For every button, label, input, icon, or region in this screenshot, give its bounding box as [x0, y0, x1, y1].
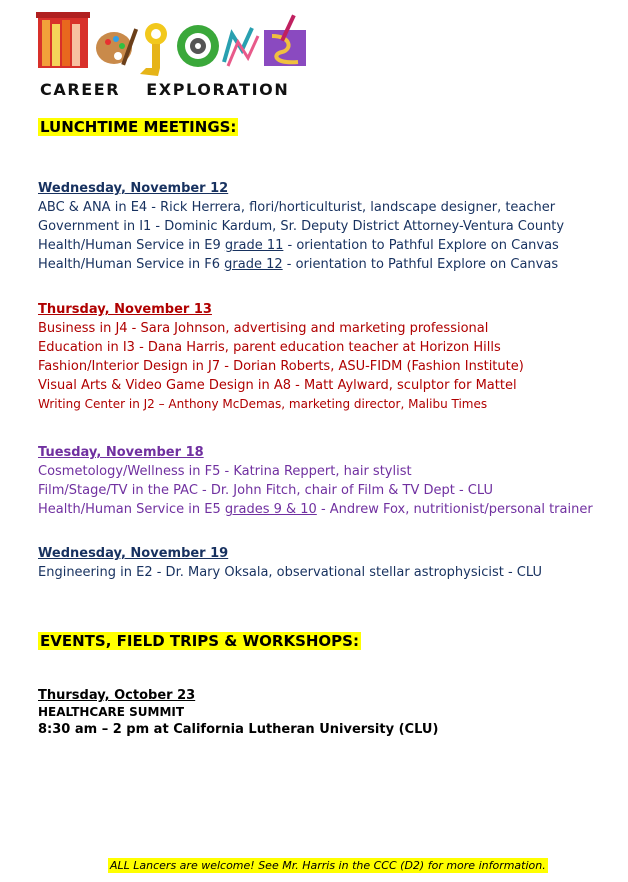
meeting-line: Fashion/Interior Design in J7 - Dorian Roberts, ASU-FIDM (Fashion Institute): [38, 359, 524, 374]
meeting-date: Wednesday, November 19: [38, 546, 229, 561]
meeting-group-nov-19: [38, 544, 618, 582]
footer-note: ALL Lancers are welcome! See Mr. Harris in the CCC (D2) for more information.: [110, 859, 546, 872]
logo-letter-s: [264, 14, 306, 66]
event-detail: 8:30 am – 2 pm at California Lutheran University (CLU): [38, 722, 439, 737]
meeting-line: Education in I3 - Dana Harris, parent education teacher at Horizon Hills: [38, 340, 501, 355]
event-title: HEALTHCARE SUMMIT: [38, 705, 185, 719]
meeting-line-text: - orientation to Pathful Explore on Canvas: [283, 238, 559, 253]
grades-9-10-link[interactable]: grades 9 & 10: [224, 502, 317, 517]
meeting-date: Thursday, November 13: [38, 302, 212, 317]
meeting-line: [38, 255, 618, 274]
meeting-line: Writing Center in J2 – Anthony McDemas, marketing director, Malibu Times: [38, 397, 488, 411]
meeting-line: Engineering in E2 - Dr. Mary Oksala, observational stellar astrophysicist - CLU: [38, 565, 542, 580]
logo-letter-j: [140, 23, 167, 76]
meeting-line: [38, 500, 618, 519]
meeting-date: Wednesday, November 12: [38, 181, 229, 196]
meeting-line-text: - Andrew Fox, nutritionist/personal trainer: [316, 502, 593, 517]
meeting-group-nov-13: [38, 300, 618, 414]
logo-letter-m: [36, 12, 90, 68]
logo-caption-right: EXPLORATION: [146, 80, 290, 99]
events-heading: EVENTS, FIELD TRIPS & WORKSHOPS:: [40, 632, 359, 650]
meeting-line: [38, 236, 618, 255]
meeting-group-nov-18: [38, 443, 618, 519]
logo-letter-a: [96, 28, 138, 65]
meeting-line: ABC & ANA in E4 - Rick Herrera, flori/horticulturist, landscape designer, teacher: [38, 200, 556, 215]
event-healthcare-summit: [38, 687, 618, 738]
lunchtime-heading: LUNCHTIME MEETINGS:: [40, 118, 237, 136]
meeting-line: Cosmetology/Wellness in F5 - Katrina Reppert, hair stylist: [38, 464, 412, 479]
meeting-line-text: Health/Human Service in E5: [38, 502, 225, 517]
meeting-line: Business in J4 - Sara Johnson, advertising and marketing professional: [38, 321, 489, 336]
meeting-line: Visual Arts & Video Game Design in A8 - Matt Aylward, sculptor for Mattel: [38, 378, 517, 393]
logo-letter-o: [177, 25, 219, 67]
meeting-date: Tuesday, November 18: [38, 445, 204, 460]
event-date: Thursday, October 23: [38, 688, 196, 703]
meeting-line: Government in I1 - Dominic Kardum, Sr. Deputy District Attorney-Ventura County: [38, 219, 565, 234]
meeting-group-nov-12: [38, 179, 618, 274]
logo-caption-left: CAREER: [40, 80, 121, 99]
majors-logo-art: [36, 6, 312, 78]
grade-12-link[interactable]: grade 12: [224, 257, 283, 272]
logo-caption: [40, 80, 310, 99]
grade-11-link[interactable]: grade 11: [224, 238, 284, 253]
logo-letter-r: [224, 28, 258, 66]
meeting-line-text: Health/Human Service in E9: [38, 238, 225, 253]
majors-logo: [36, 6, 312, 102]
meeting-line-text: Health/Human Service in F6: [38, 257, 225, 272]
meeting-line-text: - orientation to Pathful Explore on Canvas: [282, 257, 559, 272]
meeting-line: Film/Stage/TV in the PAC - Dr. John Fitch, chair of Film & TV Dept - CLU: [38, 483, 493, 498]
